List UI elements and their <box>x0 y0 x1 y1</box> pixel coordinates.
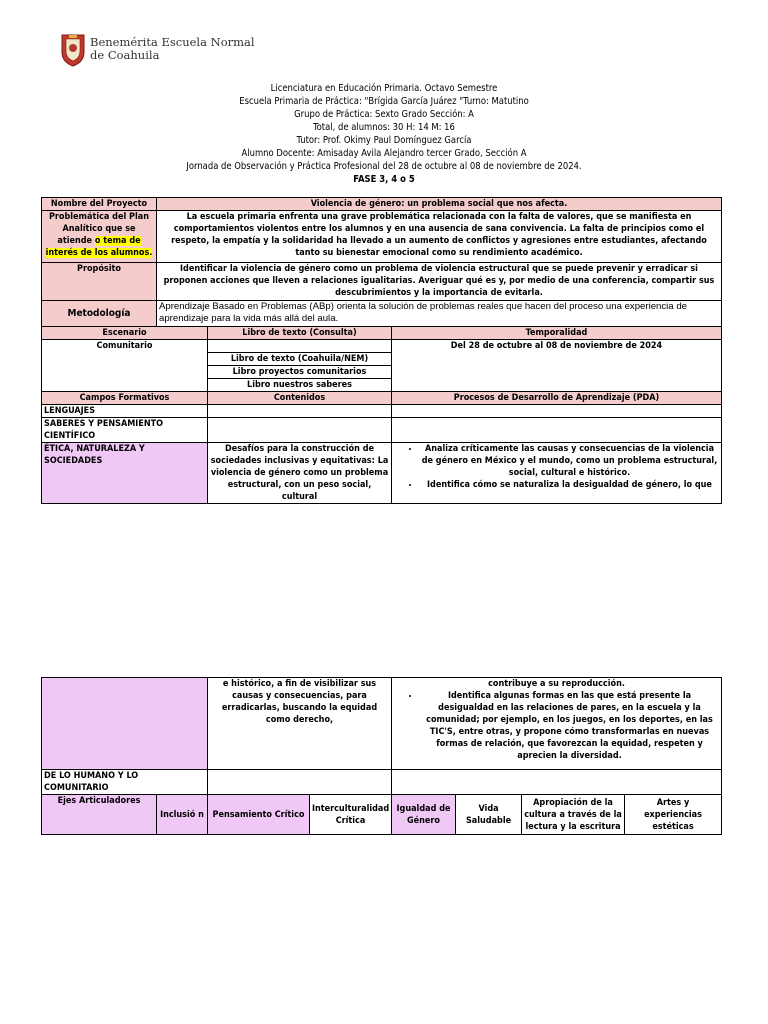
temporalidad-label: Temporalidad <box>392 327 722 340</box>
info-line: Escuela Primaria de Práctica: "Brígida García Juárez "Turno: Matutino <box>239 96 529 107</box>
proposito-value: Identificar la violencia de género como un problema de violencia estructural que se puede prevenir y erradicar si proponen acciones que lleven a relaciones igualitarias. Averiguar qué es y, por medio de una conferencia, compartir sus descubrimientos y la importancia de evitarla. <box>157 263 722 301</box>
info-line: Total, de alumnos: 30 H: 14 M: 16 <box>313 122 455 133</box>
ejes-label: Ejes Articuladores <box>42 795 157 835</box>
pda-continuation: contribuye a su reproducción. <box>488 679 625 689</box>
pda-lenguajes <box>392 405 722 418</box>
campo-etica: ÉTICA, NATURALEZA Y SOCIEDADES <box>42 443 208 504</box>
pda-saberes <box>392 418 722 443</box>
problematica-label <box>42 211 157 263</box>
libro-item: Libro proyectos comunitarios <box>208 366 392 379</box>
pda-item: • Identifica cómo se naturaliza la desigualdad de género, lo que <box>420 479 719 491</box>
nombre-value: Violencia de género: un problema social que nos afecta. <box>157 198 722 211</box>
info-line: Grupo de Práctica: Sexto Grado Sección: A <box>294 109 474 120</box>
school-name-line2: de Coahuila <box>90 48 160 62</box>
practice-info <box>40 82 728 186</box>
campos-label: Campos Formativos <box>42 392 208 405</box>
eje-pensamiento-critico: Pensamiento Crítico <box>208 795 310 835</box>
contenidos-label: Contenidos <box>208 392 392 405</box>
info-line: Jornada de Observación y Práctica Profesional del 28 de octubre al 08 de noviembre de 2024. <box>186 161 582 172</box>
proposito-label: Propósito <box>42 263 157 301</box>
campo-humano: DE LO HUMANO Y LO COMUNITARIO <box>42 770 208 795</box>
campo-saberes: SABERES Y PENSAMIENTO CIENTÍFICO <box>42 418 208 443</box>
eje-interculturalidad: Interculturalidad Crítica <box>310 795 392 835</box>
school-crest-icon <box>58 32 88 68</box>
contenido-humano <box>208 770 392 795</box>
planning-table-part1 <box>41 197 722 504</box>
campo-lenguajes: LENGUAJES <box>42 405 208 418</box>
problematica-label-text: Problemática del Plan Analítico que se atiende <box>49 212 149 246</box>
contenido-etica-cont: e histórico, a fin de visibilizar sus causas y consecuencias, para erradicarlas, buscando la equidad como derecho, <box>208 678 392 770</box>
eje-artes: Artes y experiencias estéticas <box>625 795 722 835</box>
libro-label: Libro de texto (Consulta) <box>208 327 392 340</box>
nombre-label: Nombre del Proyecto <box>42 198 157 211</box>
planning-table-part2 <box>41 677 722 835</box>
libro-item: Libro nuestros saberes <box>208 379 392 392</box>
contenido-etica: Desafíos para la construcción de sociedades inclusivas y equitativas: La violencia de género como un problema estructural, con un peso social, cultural <box>208 443 392 504</box>
libro-empty <box>208 340 392 353</box>
eje-lectura-escritura: Apropiación de la cultura a través de la lectura y la escritura <box>522 795 625 835</box>
metodologia-label: Metodología <box>42 301 157 327</box>
school-name-line1: Benemérita Escuela Normal <box>90 35 255 49</box>
pda-item: • Identifica algunas formas en las que está presente la desigualdad en las relaciones de pares, en la escuela y la comunidad; por ejemplo, en los juegos, en los deportes, en las TIC'S, entre otras, y propone cómo transformarlas en nuevas formas de relación, que favorezcan la equidad, respeten y aprecien la diversidad. <box>420 690 719 762</box>
escenario-label: Escenario <box>42 327 208 340</box>
problematica-value: La escuela primaria enfrenta una grave problemática relacionada con la falta de valores, que se manifiesta en comportamientos violentos entre los alumnos y en una ausencia de sana convivencia. La falta de principios como el respeto, la empatía y la solidaridad ha llevado a un aumento de conflictos y agresiones entre estudiantes, afectando tanto su bienestar emocional como su rendimiento académico. <box>157 211 722 263</box>
contenido-saberes <box>208 418 392 443</box>
contenido-lenguajes <box>208 405 392 418</box>
eje-inclusion: Inclusió n <box>157 795 208 835</box>
pda-etica <box>392 443 722 504</box>
metodologia-value: Aprendizaje Basado en Problemas (ABp) orienta la solución de problemas reales que hacen del proceso una experiencia de aprendizaje para la vida más allá del aula. <box>157 301 722 327</box>
fase-title: FASE 3, 4 o 5 <box>353 174 415 185</box>
pda-label: Procesos de Desarrollo de Aprendizaje (PDA) <box>392 392 722 405</box>
info-line: Tutor: Prof. Okimy Paul Domínguez García <box>296 135 472 146</box>
eje-igualdad-genero: Igualdad de Género <box>392 795 456 835</box>
campo-etica-cont <box>42 678 208 770</box>
temporalidad-value: Del 28 de octubre al 08 de noviembre de 2024 <box>392 340 722 392</box>
pda-etica-cont <box>392 678 722 770</box>
info-line: Alumno Docente: Amisaday Avila Alejandro tercer Grado, Sección A <box>241 148 527 159</box>
libro-item: Libro de texto (Coahuila/NEM) <box>208 353 392 366</box>
pda-humano <box>392 770 722 795</box>
escenario-value: Comunitario <box>42 340 208 392</box>
eje-vida-saludable: Vida Saludable <box>456 795 522 835</box>
pda-item: • Analiza críticamente las causas y consecuencias de la violencia de género en México y el mundo, como un problema estructural, social, cultural e histórico. <box>420 443 719 479</box>
school-name <box>90 36 255 62</box>
info-line: Licenciatura en Educación Primaria. Octavo Semestre <box>270 83 498 94</box>
problematica-highlight: o tema de interés de los alumnos. <box>45 236 153 258</box>
